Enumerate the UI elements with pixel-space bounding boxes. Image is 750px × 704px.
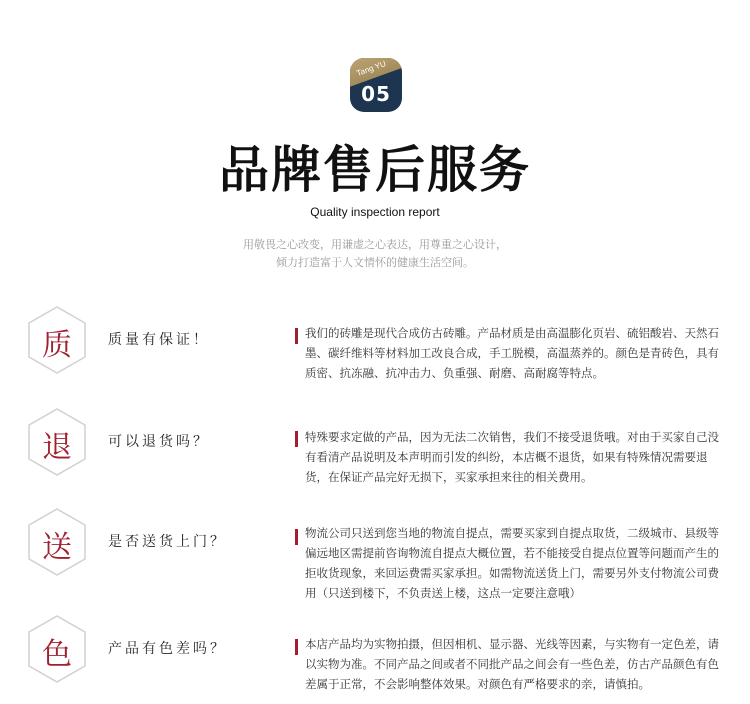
hexagon-char: 送 xyxy=(42,530,72,565)
page-title: 品牌售后服务 xyxy=(219,141,531,199)
hexagon-icon xyxy=(26,305,88,375)
hexagon-char: 色 xyxy=(42,637,72,672)
description-line-1: 用敬畏之心改变，用谦虚之心表达，用尊重之心设计， xyxy=(243,238,507,251)
hexagon-icon xyxy=(26,507,88,577)
badge-brand-text: Tang YU xyxy=(355,59,388,78)
item-answer: 本店产品均为实物拍摄，但因相机、显示器、光线等因素，与实物有一定色差，请以实物为准。不同产品之间或者不同批产品之间会有一些色差，仿古产品颜色有色差属于正常，不会影响整体效果。对颜色有严格要求的亲，请慎拍。 xyxy=(305,637,719,691)
hexagon-char: 退 xyxy=(42,430,72,465)
item-answer: 物流公司只送到您当地的物流自提点，需要买家到自提点取货，二级城市、县级等偏远地区需提前咨询物流自提点大概位置，若不能接受自提点位置等问题而产生的拒收货现象，来回运费需买家承担。如需物流送货上门，需要另外支付物流公司费用（只送到楼下，不负责送上楼，这点一定要注意哦） xyxy=(305,526,719,600)
page-description xyxy=(0,236,750,272)
item-answer: 我们的砖雕是现代合成仿古砖雕。产品材质是由高温膨化页岩、硫铝酸岩、天然石墨、碳纤维料等材料加工改良合成，手工脱模，高温蒸养的。颜色是青砖色，具有质密、抗冻融、抗冲击力、负重强、耐磨、高耐腐等特点。 xyxy=(305,326,719,380)
item-question: 是否送货上门？ xyxy=(108,534,227,550)
description-line-2: 倾力打造富于人文情怀的健康生活空间。 xyxy=(276,256,474,269)
accent-bar xyxy=(295,431,298,447)
hexagon-icon xyxy=(26,614,88,684)
page-subtitle: Quality inspection report xyxy=(310,205,440,219)
accent-bar xyxy=(295,529,298,545)
accent-bar xyxy=(295,328,298,344)
accent-bar xyxy=(295,639,298,655)
item-question: 产品有色差吗？ xyxy=(108,641,227,657)
service-item-color xyxy=(0,614,750,704)
item-question: 质量有保证！ xyxy=(108,332,210,348)
service-item-return xyxy=(0,407,750,497)
badge-number: 05 xyxy=(361,82,391,106)
item-answer: 特殊要求定做的产品，因为无法二次销售，我们不接受退货哦。对由于买家自己没有看清产品说明及本声明而引发的纠纷，本店概不退货，如果有特殊情况需要退货，在保证产品完好无损下，买家承担来往的相关费用。 xyxy=(305,430,719,484)
hexagon-char: 质 xyxy=(42,328,72,363)
service-item-quality xyxy=(0,305,750,395)
service-item-delivery xyxy=(0,507,750,600)
item-question: 可以退货吗？ xyxy=(108,434,210,450)
section-number-badge xyxy=(350,58,402,112)
hexagon-icon xyxy=(26,407,88,477)
